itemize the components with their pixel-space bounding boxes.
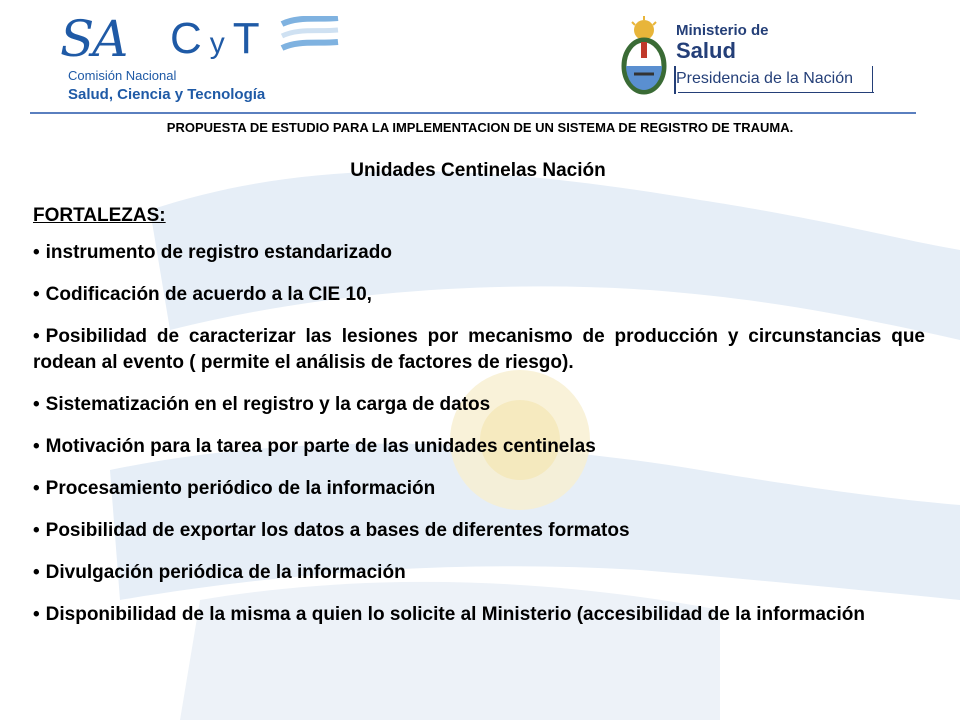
- ministerio-logo: [616, 16, 886, 106]
- logo-underline: [678, 92, 874, 93]
- proposal-title: PROPUESTA DE ESTUDIO PARA LA IMPLEMENTACION DE UN SISTEMA DE REGISTRO DE TRAUMA.: [166, 120, 794, 135]
- list-item: • Posibilidad de caracterizar las lesiones por mecanismo de producción y circunstancias que rodean al evento ( permite el análisis de factores de riesgo).: [33, 326, 925, 373]
- strengths-list: [33, 240, 925, 628]
- page-subtitle: Unidades Centinelas Nación: [350, 160, 606, 181]
- national-coat-of-arms-icon: [616, 16, 672, 100]
- logo-subtitle-2: Salud, Ciencia y Tecnología: [68, 86, 266, 103]
- list-item: • Motivación para la tarea por parte de las unidades centinelas: [33, 436, 596, 457]
- ministry-line-1: Ministerio de: [676, 22, 769, 39]
- logo-rest-text: C y T: [170, 14, 260, 63]
- list-item: • Posibilidad de exportar los datos a bases de diferentes formatos: [33, 520, 630, 541]
- logo-end-tick: [872, 66, 873, 93]
- list-item: • Sistematización en el registro y la carga de datos: [33, 394, 491, 415]
- ministry-line-2: Salud: [676, 38, 736, 63]
- section-label: FORTALEZAS:: [33, 205, 166, 226]
- header-divider: [30, 112, 916, 114]
- list-item: • Procesamiento periódico de la información: [33, 478, 436, 499]
- flag-stripes-icon: [280, 16, 340, 52]
- sacyt-logo: [58, 10, 358, 110]
- list-item: • instrumento de registro estandarizado: [33, 242, 392, 263]
- strengths-section: [33, 203, 925, 644]
- list-item: • Disponibilidad de la misma a quien lo solicite al Ministerio (accesibilidad de la información: [33, 604, 865, 625]
- ministry-line-3: Presidencia de la Nación: [676, 70, 853, 87]
- list-item: • Codificación de acuerdo a la CIE 10,: [33, 284, 372, 305]
- list-item: • Divulgación periódica de la información: [33, 562, 406, 583]
- logo-subtitle-1: Comisión Nacional: [68, 68, 177, 83]
- logo-script-text: SA: [60, 10, 127, 68]
